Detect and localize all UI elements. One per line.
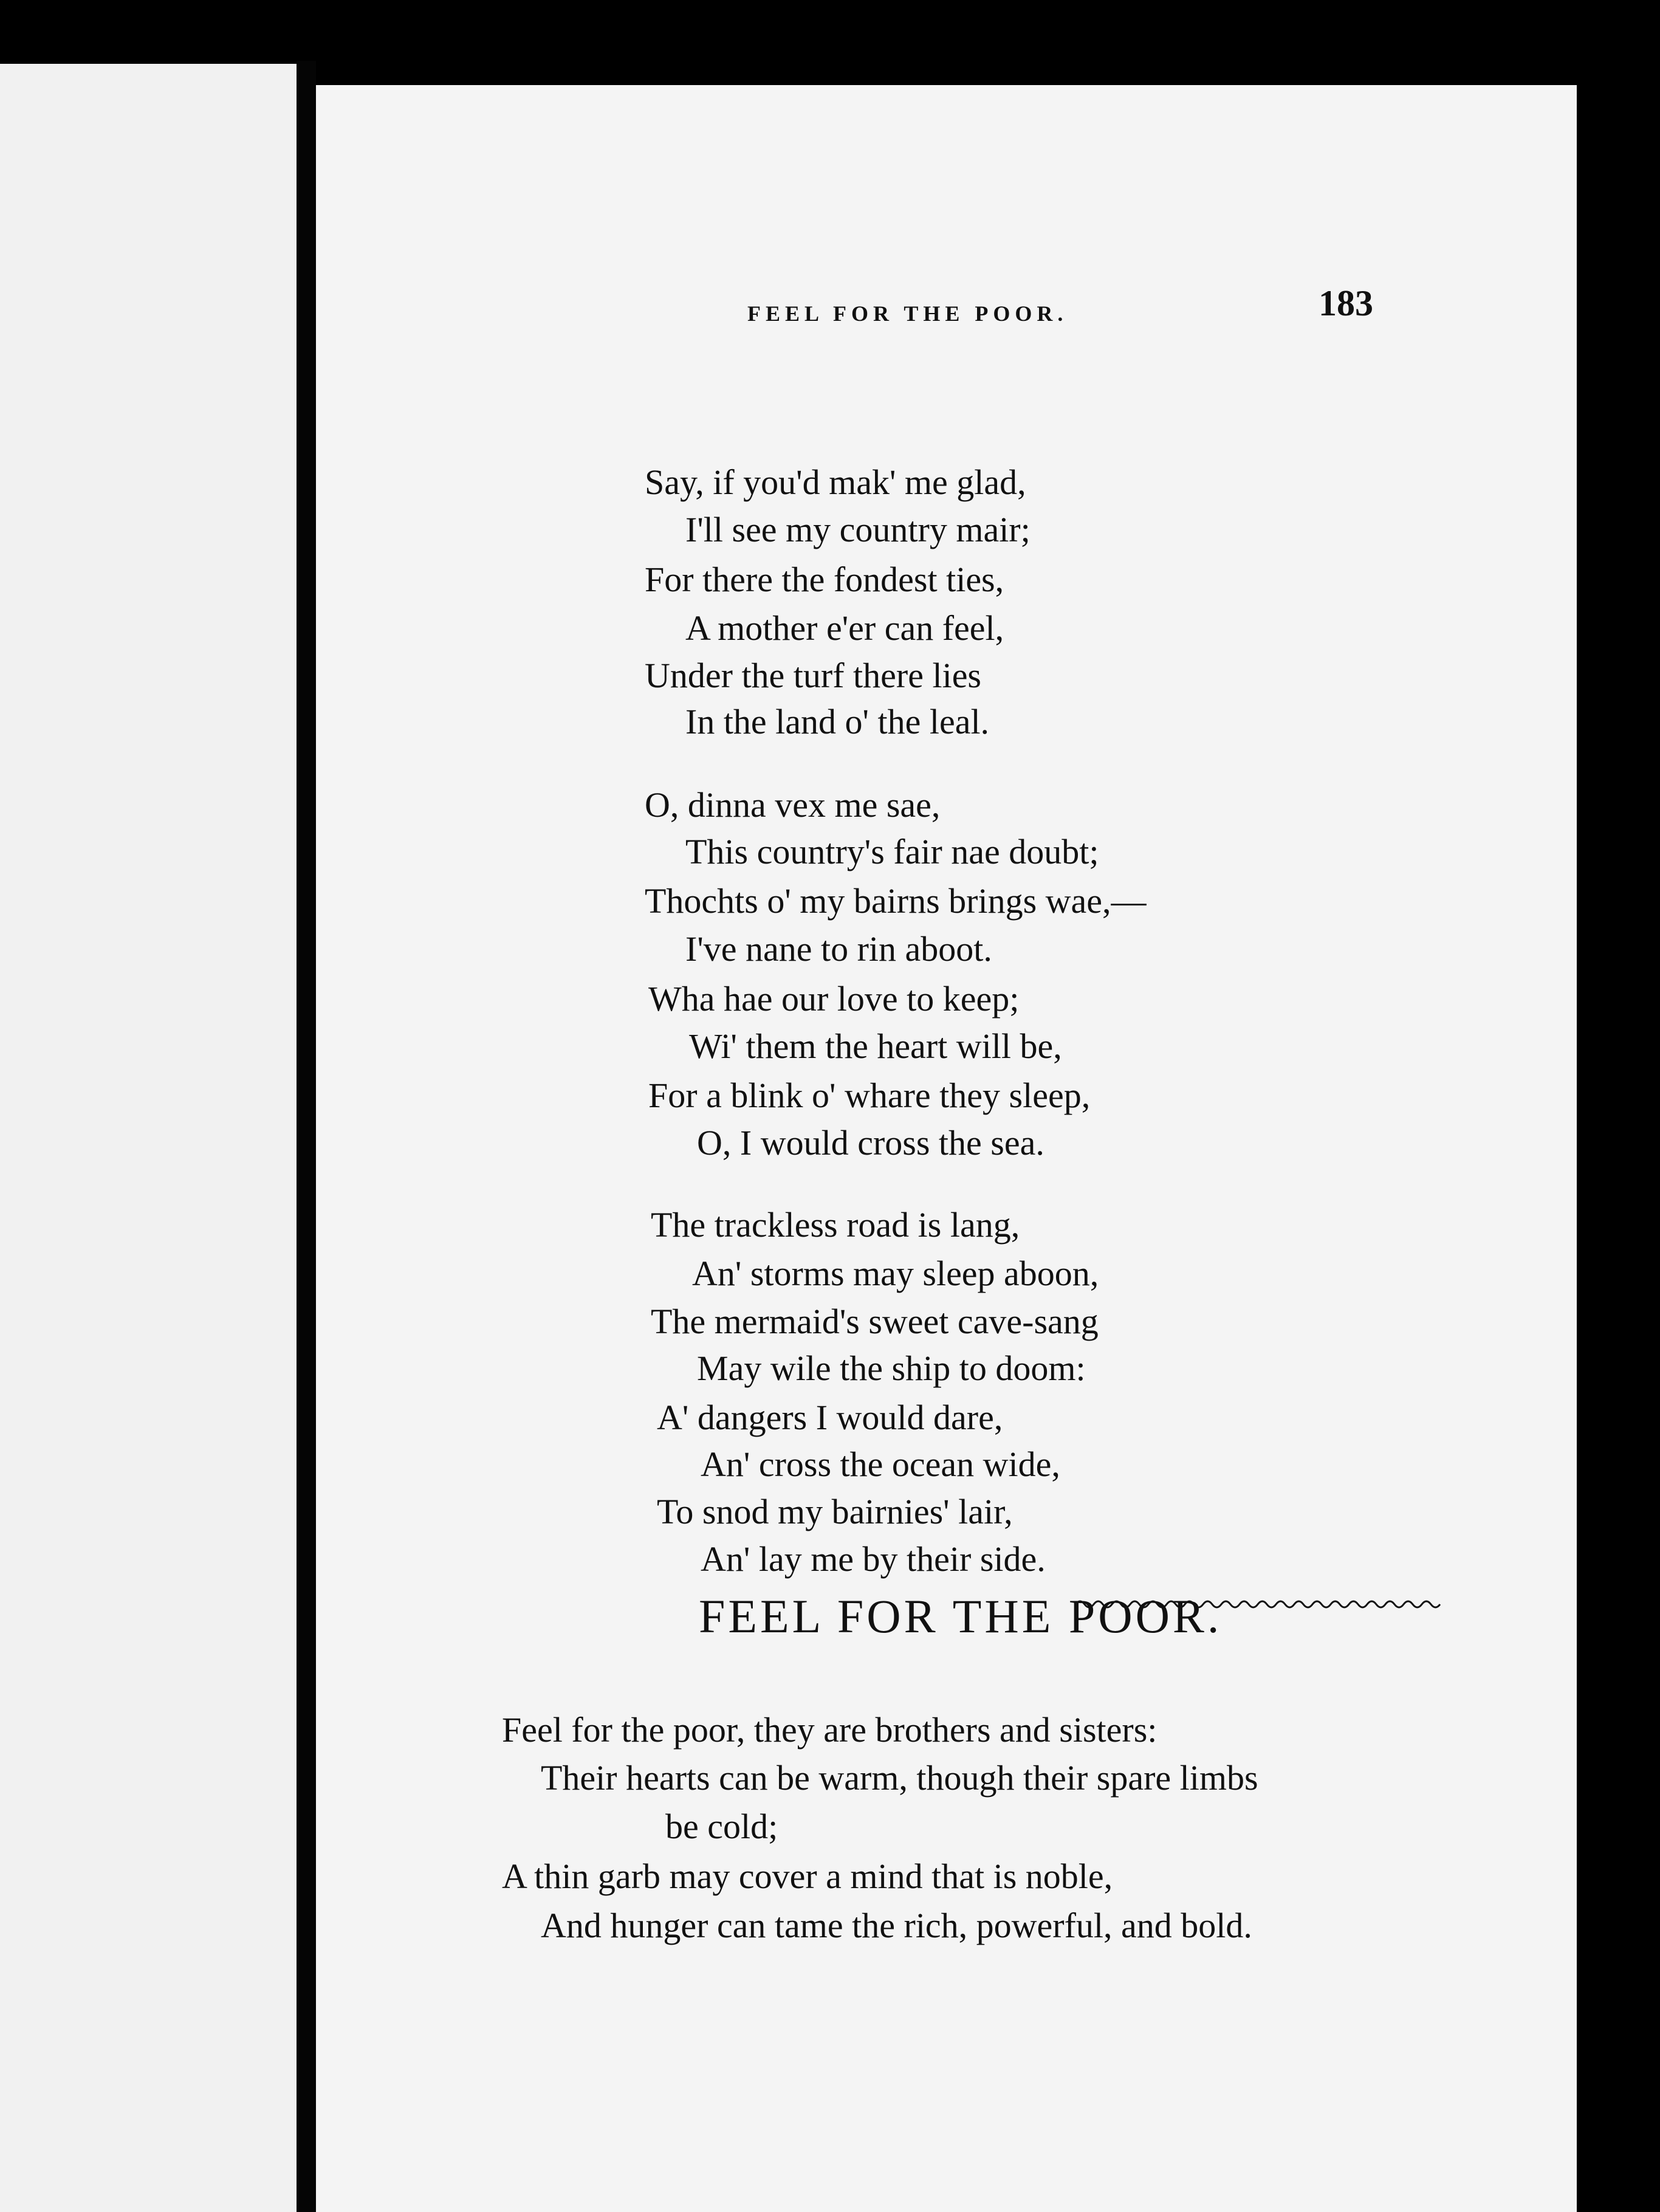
stanza2-line-4: I've nane to rin aboot. <box>685 929 992 969</box>
book-page <box>316 85 1577 2212</box>
stanza2-line-8: O, I would cross the sea. <box>697 1123 1044 1163</box>
poem-line-1: Feel for the poor, they are brothers and sisters: <box>502 1710 1158 1750</box>
poem-line-2: Their hearts can be warm, though their spare limbs <box>541 1758 1258 1798</box>
stanza2-line-2: This country's fair nae doubt; <box>685 832 1099 871</box>
stanza1-line-5: Under the turf there lies <box>645 656 982 695</box>
stanza2-line-7: For a blink o' whare they sleep, <box>648 1076 1091 1115</box>
poem-line-3: be cold; <box>665 1807 778 1846</box>
stanza3-line-6: An' cross the ocean wide, <box>701 1444 1060 1484</box>
book-gutter <box>297 61 316 2212</box>
poem-line-5: And hunger can tame the rich, powerful, and bold. <box>541 1906 1252 1945</box>
left-page-edge <box>0 64 298 2212</box>
stanza2-line-3: Thochts o' my bairns brings wae,— <box>645 881 1147 921</box>
stanza3-line-3: The mermaid's sweet cave-sang <box>651 1302 1099 1341</box>
stanza3-line-8: An' lay me by their side. <box>701 1539 1046 1579</box>
stanza2-line-5: Wha hae our love to keep; <box>648 979 1020 1018</box>
stanza3-line-7: To snod my bairnies' lair, <box>657 1492 1013 1531</box>
stanza2-line-1: O, dinna vex me sae, <box>645 785 941 825</box>
page-number: 183 <box>1319 283 1373 323</box>
running-head: FEEL FOR THE POOR. <box>747 301 1068 326</box>
stanza1-line-2: I'll see my country mair; <box>685 510 1031 549</box>
stanza1-line-6: In the land o' the leal. <box>685 702 990 741</box>
stanza1-line-1: Say, if you'd mak' me glad, <box>645 462 1026 502</box>
stanza3-line-2: An' storms may sleep aboon, <box>692 1254 1099 1293</box>
poem-line-4: A thin garb may cover a mind that is noble, <box>502 1856 1113 1896</box>
stanza3-line-4: May wile the ship to doom: <box>697 1348 1086 1388</box>
stanza3-line-5: A' dangers I would dare, <box>657 1398 1003 1437</box>
stanza1-line-4: A mother e'er can feel, <box>685 608 1004 648</box>
poem-title: FEEL FOR THE POOR. <box>699 1590 1223 1643</box>
stanza2-line-6: Wi' them the heart will be, <box>689 1026 1062 1066</box>
stanza3-line-1: The trackless road is lang, <box>651 1205 1020 1245</box>
stanza1-line-3: For there the fondest ties, <box>645 560 1004 599</box>
